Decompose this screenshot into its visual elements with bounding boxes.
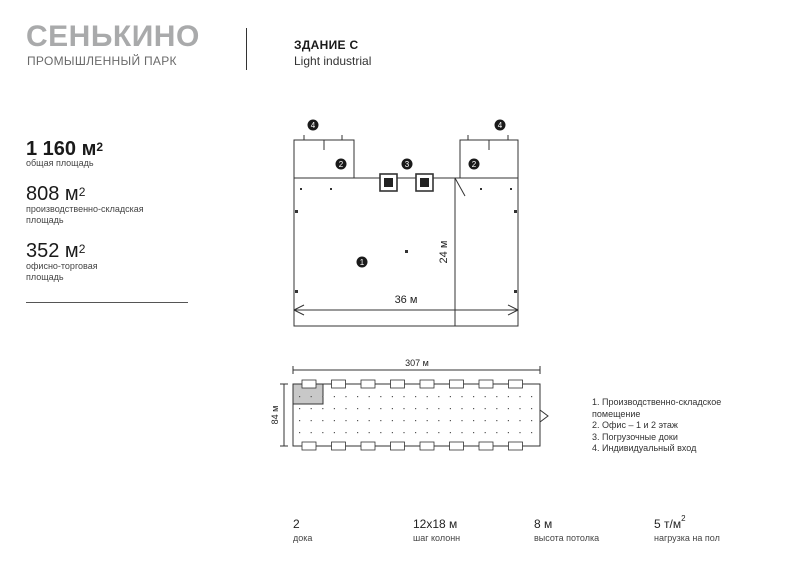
site-column <box>461 420 462 421</box>
site-column <box>299 408 300 409</box>
site-column <box>311 420 312 421</box>
office-area-label: офисно-торговая площадь <box>26 261 98 282</box>
site-column <box>403 432 404 433</box>
svg-text:2: 2 <box>471 160 477 169</box>
site-column <box>299 420 300 421</box>
svg-text:2: 2 <box>338 160 344 169</box>
legend-item-1-cont: помещение <box>592 408 641 419</box>
building-title: ЗДАНИЕ С <box>294 38 359 52</box>
site-column <box>531 396 532 397</box>
svg-text:4: 4 <box>497 121 503 130</box>
site-column <box>345 408 346 409</box>
site-column <box>334 420 335 421</box>
ceiling-height-value: 8 м <box>534 517 553 531</box>
site-column <box>311 396 312 397</box>
site-column <box>415 408 416 409</box>
site-column <box>450 432 451 433</box>
site-column <box>334 408 335 409</box>
site-column <box>357 408 358 409</box>
warehouse-area-label: производственно-складская площадь <box>26 204 144 225</box>
docks-value: 2 <box>293 517 300 531</box>
site-column <box>415 420 416 421</box>
site-column <box>473 420 474 421</box>
legend-item-1: 1. Производственно-складское <box>592 397 722 407</box>
svg-text:1: 1 <box>359 258 365 267</box>
site-column <box>345 420 346 421</box>
site-column <box>438 396 439 397</box>
site-grid <box>299 380 532 450</box>
site-column <box>438 420 439 421</box>
site-column <box>496 396 497 397</box>
site-column <box>531 432 532 433</box>
site-column <box>415 432 416 433</box>
site-column <box>380 420 381 421</box>
height-dimension-label: 24 м <box>438 240 450 264</box>
site-dock <box>509 442 523 450</box>
site-column <box>403 408 404 409</box>
site-column <box>427 408 428 409</box>
ceiling-height-label: высота потолка <box>534 533 600 543</box>
site-column <box>334 432 335 433</box>
site-column <box>519 408 520 409</box>
site-column <box>496 432 497 433</box>
site-column <box>508 432 509 433</box>
column-grid-label: шаг колонн <box>413 533 461 543</box>
site-column <box>473 408 474 409</box>
site-dock <box>450 442 464 450</box>
site-column <box>473 396 474 397</box>
site-column <box>438 408 439 409</box>
site-column <box>427 420 428 421</box>
warehouse-area-value: 808 $м^2$ <box>26 183 86 205</box>
site-dock <box>509 380 523 388</box>
site-column <box>485 432 486 433</box>
site-column <box>322 408 323 409</box>
legend <box>592 397 772 455</box>
site-column <box>519 432 520 433</box>
svg-text:4: 4 <box>310 121 316 130</box>
site-column <box>496 420 497 421</box>
site-column <box>334 396 335 397</box>
site-dock <box>302 442 316 450</box>
site-width-label: 307 м <box>405 358 429 368</box>
site-column <box>392 420 393 421</box>
site-dock <box>391 442 405 450</box>
brand-subtitle: ПРОМЫШЛЕННЫЙ ПАРК <box>27 54 177 68</box>
site-height-label: 84 м <box>270 405 280 425</box>
site-column <box>357 396 358 397</box>
site-column <box>519 420 520 421</box>
width-dimension-label: 36 м <box>394 294 418 306</box>
site-column <box>369 408 370 409</box>
site-dock <box>332 380 346 388</box>
site-column <box>345 432 346 433</box>
site-column <box>322 396 323 397</box>
site-column <box>380 396 381 397</box>
column-grid-value: 12x18 м <box>413 517 458 531</box>
site-column <box>508 396 509 397</box>
site-dock <box>450 380 464 388</box>
site-dock <box>391 380 405 388</box>
office-area-value: 352 $м^2$ <box>26 240 86 262</box>
site-column <box>403 396 404 397</box>
site-column <box>427 432 428 433</box>
site-dock <box>420 380 434 388</box>
site-column <box>415 396 416 397</box>
site-dock <box>479 380 493 388</box>
site-column <box>485 420 486 421</box>
floor-load-label: нагрузка на пол <box>654 533 720 543</box>
site-column <box>450 396 451 397</box>
site-column <box>380 432 381 433</box>
site-column <box>403 420 404 421</box>
total-area-value: 1 160 $м^2$ <box>26 138 104 160</box>
site-column <box>473 432 474 433</box>
site-column <box>311 408 312 409</box>
site-column <box>322 420 323 421</box>
legend-item-2: 2. Офис – 1 и 2 этаж <box>592 420 678 430</box>
site-column <box>531 420 532 421</box>
site-column <box>369 432 370 433</box>
site-column <box>496 408 497 409</box>
legend-item-3: 3. Погрузочные доки <box>592 431 678 442</box>
site-column <box>369 396 370 397</box>
building-subtitle: Light industrial <box>294 54 372 68</box>
site-column <box>508 420 509 421</box>
site-column <box>461 432 462 433</box>
site-column <box>450 420 451 421</box>
site-column <box>461 396 462 397</box>
site-column <box>531 408 532 409</box>
site-dock <box>302 380 316 388</box>
site-column <box>392 432 393 433</box>
site-column <box>438 432 439 433</box>
svg-text:3: 3 <box>404 160 410 169</box>
site-column <box>311 432 312 433</box>
total-area-label: общая площадь <box>26 158 94 168</box>
site-column <box>508 408 509 409</box>
site-column <box>392 408 393 409</box>
legend-item-4: 4. Индивидуальный вход <box>592 443 697 453</box>
site-dock <box>361 442 375 450</box>
site-column <box>357 432 358 433</box>
site-column <box>345 396 346 397</box>
floor-load-value: 5 $т/м^2$ <box>654 514 686 531</box>
site-column <box>380 408 381 409</box>
site-column <box>392 396 393 397</box>
site-dock <box>420 442 434 450</box>
site-column <box>450 408 451 409</box>
docks-label: дока <box>293 533 313 543</box>
site-dock <box>361 380 375 388</box>
site-column <box>461 408 462 409</box>
site-plan <box>280 366 548 446</box>
brand-title: СЕНЬКИНО <box>26 20 200 53</box>
site-column <box>369 420 370 421</box>
site-column <box>427 396 428 397</box>
site-outline <box>293 384 540 446</box>
site-column <box>485 408 486 409</box>
site-column <box>519 396 520 397</box>
site-dock <box>479 442 493 450</box>
site-column <box>299 396 300 397</box>
site-column <box>357 420 358 421</box>
site-dock <box>332 442 346 450</box>
site-column <box>485 396 486 397</box>
site-column <box>322 432 323 433</box>
site-column <box>299 432 300 433</box>
